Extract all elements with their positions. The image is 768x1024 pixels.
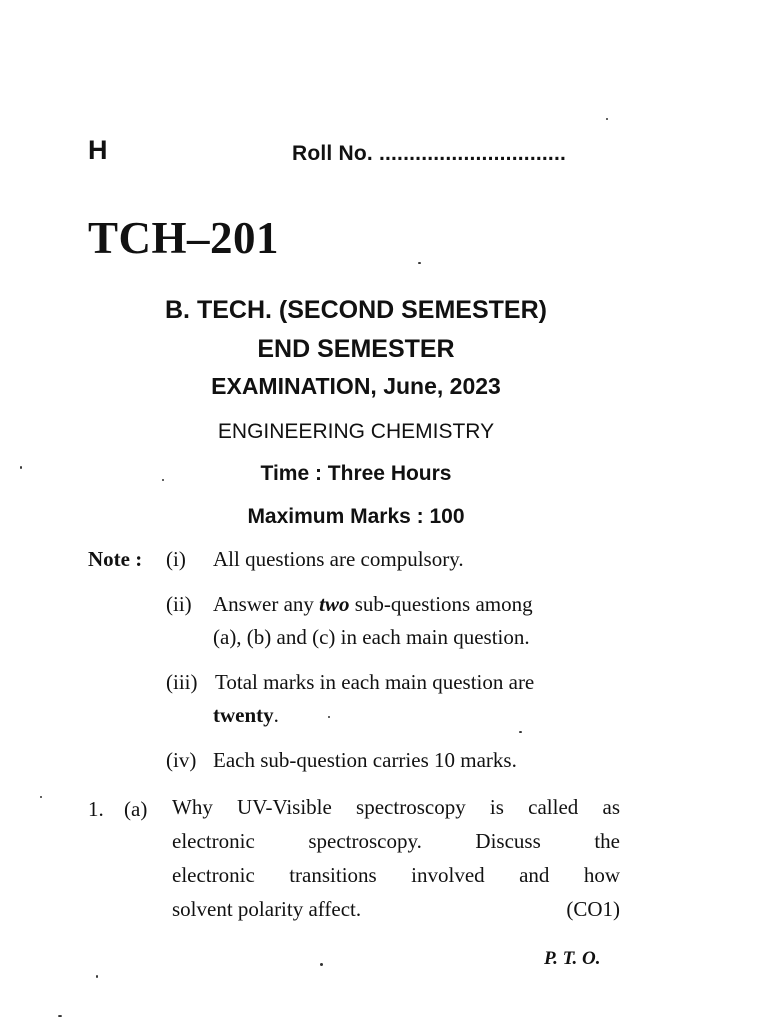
please-turn-over: P. T. O. bbox=[544, 948, 601, 969]
course-title: B. TECH. (SECOND SEMESTER) bbox=[165, 296, 547, 324]
exam-title-line1: END SEMESTER bbox=[257, 335, 455, 363]
question-line: electronic spectroscopy. Discuss the bbox=[172, 829, 620, 853]
maximum-marks: Maximum Marks : 100 bbox=[247, 505, 465, 528]
note-emphasis: twenty bbox=[213, 703, 274, 727]
note-emphasis: two bbox=[319, 592, 350, 616]
note-label: Note : bbox=[88, 547, 143, 571]
note-text-segment: . bbox=[273, 703, 279, 727]
question-line: electronic transitions involved and how bbox=[172, 863, 620, 887]
roll-no-label: Roll No. ............................... bbox=[292, 142, 567, 165]
question-number: 1. bbox=[88, 797, 104, 821]
note-item-number: (iv) bbox=[166, 748, 197, 772]
subject-title: ENGINEERING CHEMISTRY bbox=[217, 420, 495, 443]
scan-speck bbox=[58, 1015, 62, 1017]
note-item-number: (i) bbox=[166, 547, 186, 571]
note-item-text: All questions are compulsory. bbox=[213, 547, 464, 571]
note-item-text: Total marks in each main question are bbox=[215, 670, 535, 694]
note-item-text: Each sub-question carries 10 marks. bbox=[213, 748, 517, 772]
question-line: Why UV-Visible spectroscopy is called as bbox=[172, 795, 620, 819]
question-line bbox=[172, 892, 620, 926]
scan-speck bbox=[328, 716, 330, 718]
question-part: (a) bbox=[124, 797, 148, 821]
scan-speck bbox=[96, 975, 98, 978]
note-item-number: (iii) bbox=[166, 670, 198, 694]
note-item-number: (ii) bbox=[166, 592, 192, 616]
paper-code: TCH–201 bbox=[88, 213, 280, 263]
note-item-text bbox=[213, 703, 279, 728]
scan-speck bbox=[418, 262, 421, 264]
set-letter: H bbox=[88, 135, 108, 165]
scan-speck bbox=[40, 796, 42, 798]
scan-speck bbox=[20, 466, 22, 469]
exam-title-line2: EXAMINATION, June, 2023 bbox=[211, 373, 501, 399]
scan-speck bbox=[606, 118, 608, 120]
question-line-text: solvent polarity affect. bbox=[172, 897, 362, 921]
time-allowed: Time : Three Hours bbox=[260, 462, 452, 485]
course-outcome: (CO1) bbox=[566, 897, 620, 921]
note-text-segment: Answer any bbox=[213, 592, 320, 616]
scan-speck bbox=[320, 963, 323, 966]
note-item-text bbox=[213, 592, 533, 617]
note-item-text: (a), (b) and (c) in each main question. bbox=[213, 625, 530, 649]
note-text-segment: sub-questions among bbox=[349, 592, 533, 616]
question-text bbox=[172, 790, 620, 926]
scan-speck bbox=[519, 731, 522, 733]
scan-speck bbox=[162, 479, 164, 481]
